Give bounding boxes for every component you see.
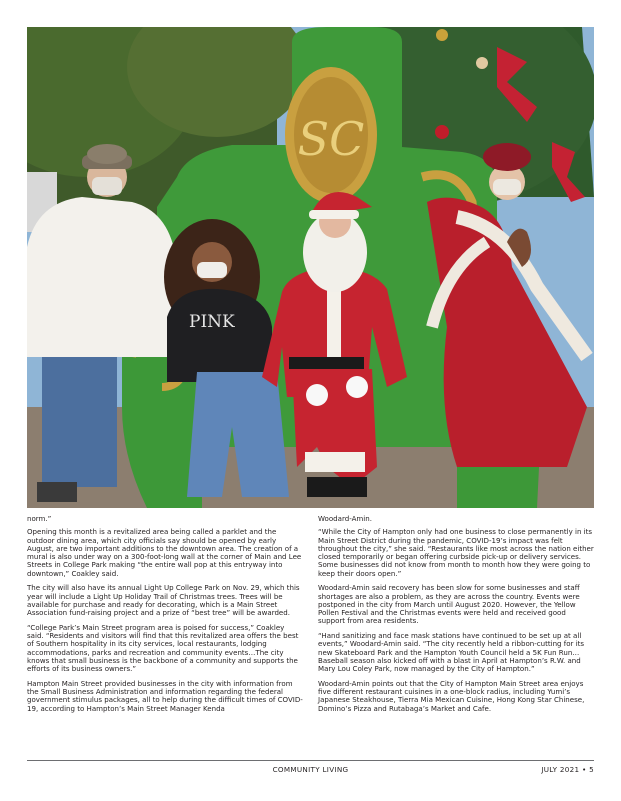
paragraph: Woodard-Amin said recovery has been slow for some businesses and staff shortages are also a problem, as they are across the country. Events were postponed in the city from March until August 2020. However, the Yellow Pollen Festival and the Christmas events were held and received good support from area residents.	[318, 583, 580, 626]
paragraph: Hampton Main Street provided businesses in the city with information from the Small Business Administration and information regarding the federal government stimulus packages, all to help during the difficult times of COVID-19, according to Hampton’s Main Street Manager Kenda	[27, 678, 303, 713]
paragraph: norm.”	[27, 514, 52, 523]
paragraph: Opening this month is a revitalized area being called a parklet and the outdoor dining area, which city officials say should be opened by early August, are two important additions to the downtown area. The creation of a mural is also under way on a 300-foot-long wall at the corner of Main and Lee Streets in College Park making “the entire wall pop at this entryway into downtown,” Coakley said.	[27, 527, 302, 578]
footer-page-number: JULY 2021 • 5	[541, 765, 594, 774]
paragraph: “College Park’s Main Street program area is poised for success,” Coakley said. “Residents and visitors will find that this revitalized area offers the best of Southern hospitality in its city services, local restaurants, lodging accommodations, parks and recreation and community events…The city knows that small business is the backbone of a community and supports the efforts of its business owners.”	[27, 622, 299, 673]
paragraph: The city will also have its annual Light Up College Park on Nov. 29, which this year will include a Light Up Holiday Trail of Christmas trees. Trees will be available for purchase and ready for decorating, which is a Main Street Association fund-raising project and a prize of “best tree” will be awarded.	[27, 583, 300, 617]
paragraph: Woodard-Amin.	[318, 514, 372, 523]
article-column-left	[27, 515, 303, 719]
footer-divider	[27, 760, 594, 761]
shirt-text: PINK	[189, 312, 235, 332]
paragraph: Woodard-Amin points out that the City of Hampton Main Street area enjoys five different restaurant cuisines in a one-block radius, including Yumi’s Japanese Steakhouse, Tierra Mia Mexican Cuisine, Hong Kong Star Chinese, Domino’s Pizza and Rutabaga’s Market and Cafe.	[318, 678, 585, 713]
paragraph: “While the City of Hampton only had one business to close permanently in its Main Street District during the pandemic, COVID-19’s impact was felt throughout the city,” she said. “Restaurants like most across the nation either closed temporarily or began offering curbside pick-up or delivery services. Some businesses did not know from month to month how they were going to keep their doors open.”	[318, 527, 594, 578]
article-column-right	[318, 515, 594, 719]
santa-photo	[27, 27, 594, 508]
chair-monogram: SC	[297, 112, 365, 166]
footer-section-name: COMMUNITY LIVING	[272, 765, 349, 774]
paragraph: “Hand sanitizing and face mask stations have continued to be set up at all events,” Woodard-Amin said. “The city recently held a ribbon-cutting for its new Skateboard Park and the Hampton Youth Council held a 5K Fun Run…Baseball season also kicked off with a blast in April at Hampton’s R.W. and Mary Lou Coley Park, now managed by the City of Hampton.”	[318, 631, 585, 673]
